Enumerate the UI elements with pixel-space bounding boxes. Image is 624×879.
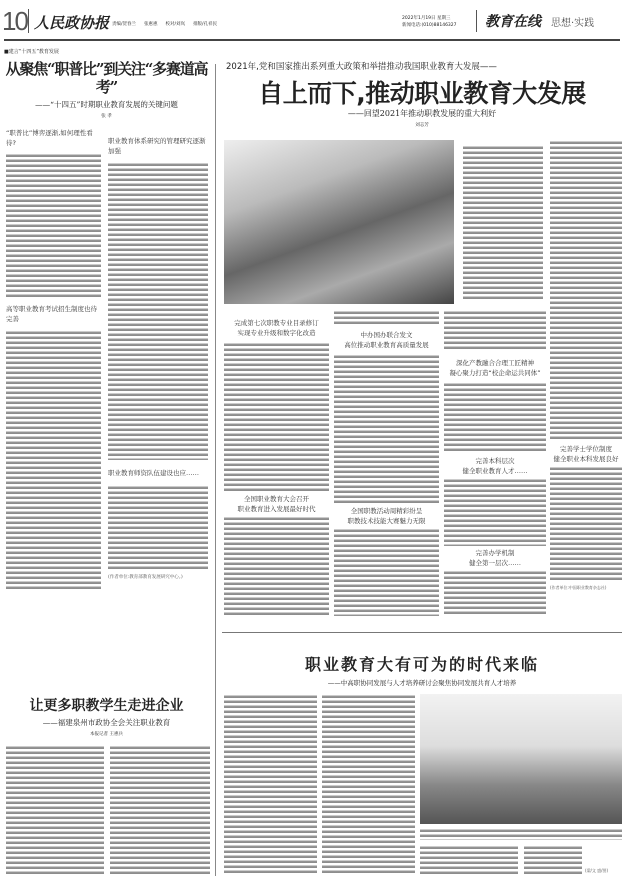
subhead-line: 深化产教融合合理工匠精神 — [456, 359, 534, 367]
main-body-col3 — [444, 382, 546, 452]
main-kicker: 2021年,党和国家推出系列重大政策和举措推动我国职业教育大发展—— — [226, 62, 497, 72]
main-byline-note: (作者单位:中国职业教育杂志社) — [550, 585, 607, 590]
left-body-col2 — [108, 162, 208, 460]
editors — [112, 21, 217, 27]
left-subhead: 职业教育师资队伍建设也应…… — [108, 469, 199, 477]
main-body-col3b — [444, 478, 546, 546]
left-article-subtitle: ——“十四五”时期职业教育发展的关键问题 — [35, 100, 178, 109]
main-body-col2 — [334, 354, 439, 504]
subhead-line: 高位推动职业教育高质量发展 — [344, 341, 429, 349]
bottom-body-col2 — [322, 694, 415, 874]
divider — [28, 9, 29, 33]
bottom-body-col3 — [420, 845, 518, 875]
main-body-col2b — [334, 528, 439, 616]
divider — [476, 10, 477, 32]
bottom-left-subtitle: ——福建泉州市政协全会关注职业教育 — [42, 718, 171, 727]
bottom-left-col1 — [6, 745, 104, 875]
main-body-col4 — [550, 140, 622, 440]
section-sub: 思想·实践 — [551, 18, 595, 29]
main-body-col1b — [224, 516, 329, 616]
bottom-left-author: 本报记者 王惠兵 — [90, 732, 123, 737]
left-body-col2b — [108, 485, 208, 570]
bottom-body-col4 — [524, 845, 582, 875]
editor: 责编/贺春兰 — [112, 22, 137, 27]
column-label: ■建言“十四五”教育发展 — [4, 49, 59, 55]
subhead-line: 实现专业升级和数字化改造 — [237, 329, 316, 337]
editor: 校对/刘岚 — [165, 22, 186, 27]
main-subtitle: ——回望2021年推动职教发展的重大利好 — [347, 109, 497, 118]
photo-caption — [463, 145, 543, 300]
main-author: 刘志芳 — [415, 123, 429, 128]
date: 2022年1月19日 星期三 — [402, 16, 451, 21]
subhead-line: 全国职教活动周精彩纷呈 — [350, 507, 423, 515]
bottom-body-col1 — [224, 694, 317, 874]
bottom-photo-caption — [420, 828, 622, 840]
header-rule — [4, 39, 620, 41]
bottom-left-title: 让更多职教学生走进企业 — [29, 698, 184, 714]
main-subhead — [334, 330, 439, 350]
left-body-col1 — [6, 153, 101, 298]
main-title: 自上而下,推动职业教育大发展 — [258, 79, 586, 108]
bottom-photo-train — [420, 694, 622, 824]
subhead-line: 职业教育进入发展最好时代 — [237, 505, 316, 513]
editor: 张惠惠 — [144, 22, 158, 27]
left-body-col1b — [6, 330, 101, 590]
bottom-left-col2 — [110, 745, 210, 875]
subhead-line: 健全职业教育人才…… — [462, 467, 528, 475]
main-body-col3a — [444, 310, 546, 350]
column-label-text: 建言“十四五”教育发展 — [8, 49, 59, 55]
paper-logo: 人民政协报 — [34, 14, 110, 32]
section-name: 教育在线 — [485, 14, 541, 30]
subhead-line: 完成第七次职教专业目录修订 — [234, 319, 319, 327]
left-article-title: 从聚焦“职普比”到关注“多赛道高考” — [5, 60, 208, 96]
bottom-article-title: 职业教育大有可为的时代来临 — [304, 655, 539, 674]
main-subhead — [224, 494, 329, 514]
left-article-author: 张 孝 — [101, 114, 112, 119]
bottom-article-subtitle: ——中高职协同发展与人才培养研讨会聚焦协同发展共育人才培养 — [327, 679, 517, 687]
main-subhead — [550, 444, 622, 464]
main-body-col4b — [550, 466, 622, 582]
editor: 排版/孔祥民 — [193, 22, 218, 27]
main-photo-workers — [224, 140, 454, 304]
subhead-line: 健全职业本科发展良好 — [553, 455, 619, 463]
main-subhead — [444, 456, 546, 476]
main-subhead — [224, 318, 329, 338]
column-divider — [215, 64, 216, 876]
bottom-credit: (梁/文 盛/图) — [585, 868, 609, 873]
subhead-line: 中办国办联合发文 — [360, 331, 413, 339]
main-body-col1 — [224, 342, 329, 492]
subhead-line: 全国职业教育大会召开 — [244, 495, 309, 503]
subhead-line: 职教技术技能大赛魅力无限 — [347, 517, 426, 525]
section-rule — [222, 632, 622, 633]
left-note: (作者单位:教育部教育发展研究中心。) — [108, 575, 183, 580]
main-body-col3c — [444, 570, 546, 616]
subhead-line: 完善办学机制 — [475, 549, 515, 557]
left-subhead: 高等职业教育考试招生制度也待完善 — [6, 305, 97, 323]
subhead-line: 凝心聚力打造“校企命运共同体” — [449, 369, 541, 377]
main-subhead — [444, 548, 546, 568]
left-subhead: “职普比”博弈逐渐,如何理性看待? — [6, 129, 93, 147]
subhead-line: 完善学士学位制度 — [560, 445, 612, 453]
main-subhead — [334, 506, 439, 526]
left-subhead: 职业教育体系研究的管理研究逐渐加强 — [108, 137, 206, 155]
page-number: 10 — [2, 6, 27, 36]
subhead-line: 完善本科层次 — [475, 457, 515, 465]
phone: 新闻电话:(010)88146327 — [402, 23, 457, 28]
main-body-col2a — [334, 310, 439, 325]
main-subhead — [444, 358, 546, 378]
subhead-line: 健全第一层次…… — [469, 559, 521, 567]
